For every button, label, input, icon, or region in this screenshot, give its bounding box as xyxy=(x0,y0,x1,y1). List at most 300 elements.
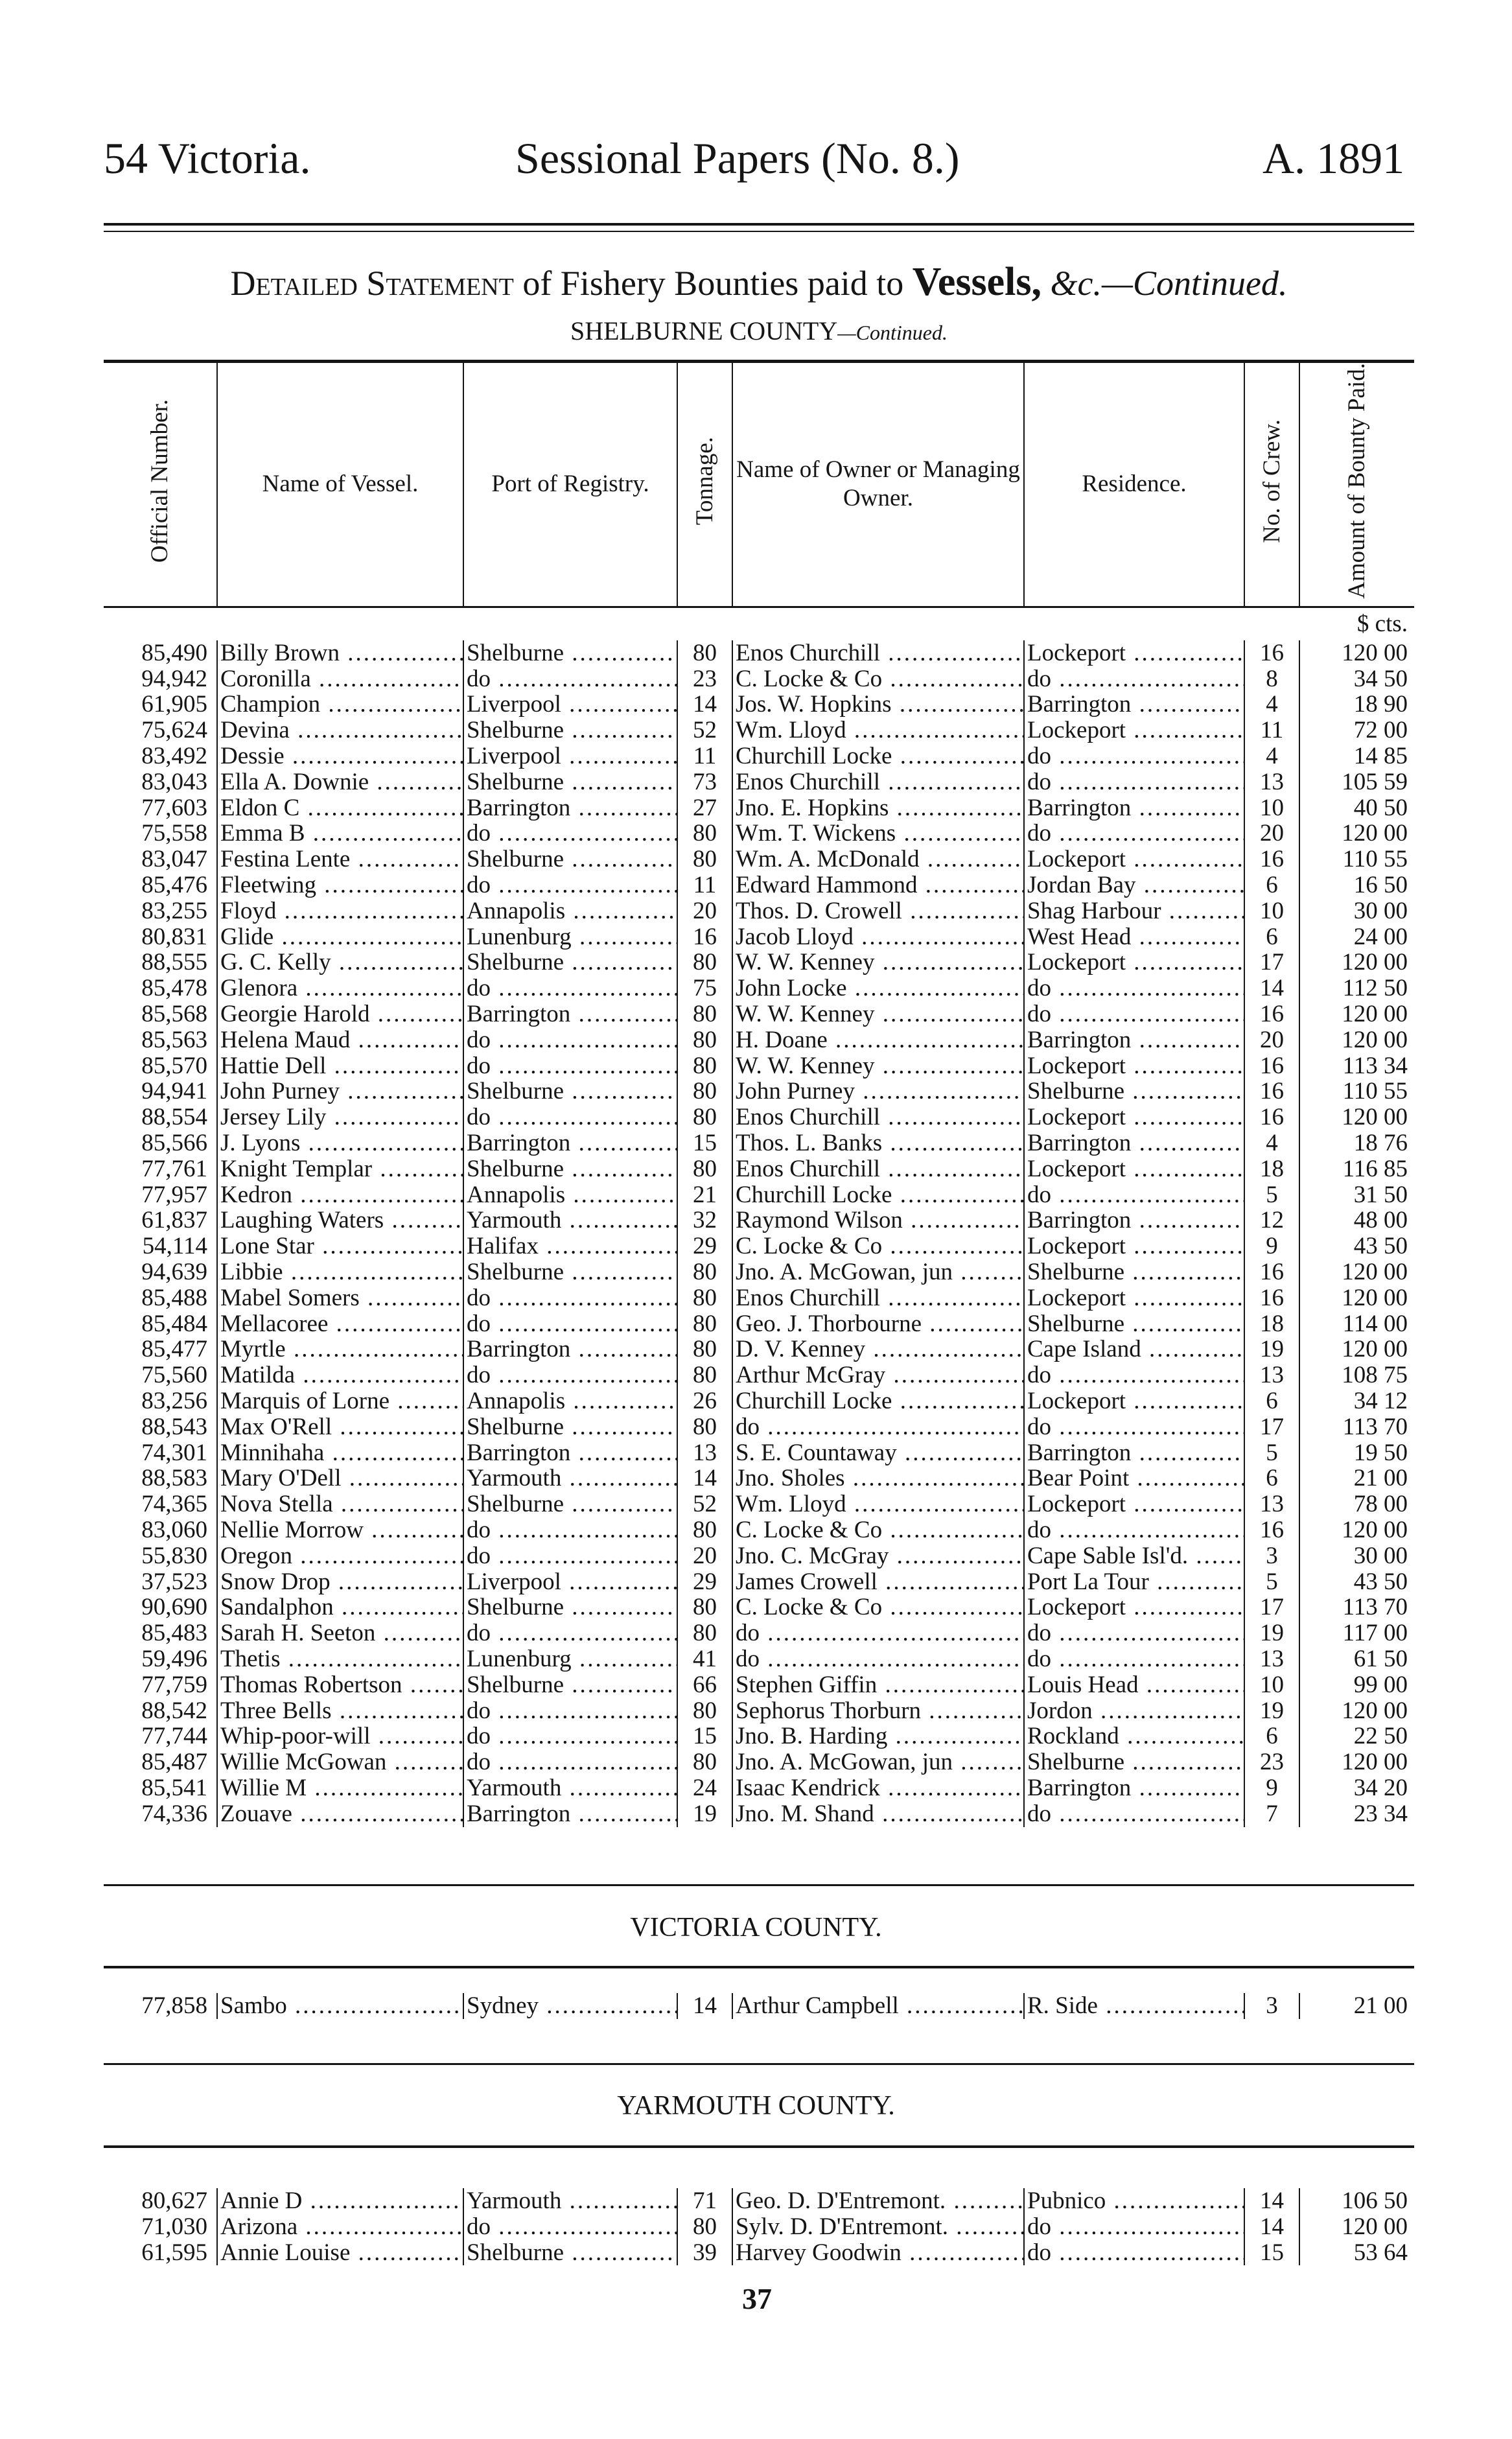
residence: Lockeport ..... xyxy=(1024,950,1244,975)
table-row xyxy=(104,1594,1414,1620)
owner-name: Raymond Wilson ..... xyxy=(732,1208,1024,1233)
official-number: 90,690 xyxy=(141,1594,207,1621)
residence: Lockeport ..... xyxy=(1024,1285,1244,1311)
bounty-amount: 120 00 xyxy=(1299,1698,1414,1724)
table-row xyxy=(104,2214,1414,2240)
owner-name: Geo. D. D'Entremont. ..... xyxy=(732,2188,1024,2214)
crew-count: 10 xyxy=(1244,1672,1299,1698)
residence: Barrington ..... xyxy=(1024,1440,1244,1466)
owner-name: Wm. A. McDonald ..... xyxy=(732,846,1024,872)
tonnage: 80 xyxy=(677,846,732,872)
owner-name: Jno. E. Hopkins ..... xyxy=(732,795,1024,821)
section-rule-yarmouth xyxy=(104,2063,1414,2065)
table-row xyxy=(104,1053,1414,1079)
tonnage: 73 xyxy=(677,769,732,795)
owner-name: Enos Churchill ..... xyxy=(732,1285,1024,1311)
residence: do ..... xyxy=(1024,821,1244,846)
crew-count: 8 xyxy=(1244,666,1299,692)
table-row xyxy=(104,1156,1414,1182)
tonnage: 15 xyxy=(677,1723,732,1749)
vessel-name: Max O'Rell ..... xyxy=(217,1414,463,1440)
port-of-registry: Shelburne ..... xyxy=(463,1672,677,1698)
bounty-amount: 120 00 xyxy=(1299,1285,1414,1311)
table-row xyxy=(104,1775,1414,1801)
col-owner: Name of Owner or Managing Owner. xyxy=(732,363,1024,607)
port-of-registry: do ..... xyxy=(463,1517,677,1543)
owner-name: Jno. C. McGray ..... xyxy=(732,1543,1024,1569)
crew-count: 16 xyxy=(1244,1079,1299,1104)
port-of-registry: Shelburne ..... xyxy=(463,1156,677,1182)
bounty-amount: 112 50 xyxy=(1299,975,1414,1001)
tonnage: 80 xyxy=(677,1620,732,1646)
owner-name: W. W. Kenney ..... xyxy=(732,1001,1024,1027)
owner-name: Churchill Locke ..... xyxy=(732,1182,1024,1208)
tonnage: 32 xyxy=(677,1208,732,1233)
vessel-name: Minnihaha ..... xyxy=(217,1440,463,1466)
official-number: 85,487 xyxy=(141,1749,207,1775)
official-number: 83,043 xyxy=(141,769,207,795)
vessel-name: Nova Stella ..... xyxy=(217,1491,463,1517)
yarmouth-heading: YARMOUTH COUNTY. xyxy=(617,2091,895,2121)
owner-name: Thos. L. Banks ..... xyxy=(732,1130,1024,1156)
tonnage: 66 xyxy=(677,1672,732,1698)
crew-count: 16 xyxy=(1244,1104,1299,1130)
port-of-registry: do ..... xyxy=(463,821,677,846)
bounty-amount: 31 50 xyxy=(1299,1182,1414,1208)
tonnage: 80 xyxy=(677,1336,732,1362)
vessel-name: J. Lyons ..... xyxy=(217,1130,463,1156)
bounty-amount: 14 85 xyxy=(1299,743,1414,769)
victoria-table-rule xyxy=(104,1966,1414,1968)
residence: do ..... xyxy=(1024,1620,1244,1646)
bounty-amount: 106 50 xyxy=(1299,2188,1414,2214)
table-row xyxy=(104,1491,1414,1517)
owner-name: do ..... xyxy=(732,1414,1024,1440)
table-row xyxy=(104,1543,1414,1569)
tonnage: 80 xyxy=(677,1027,732,1053)
table-row xyxy=(104,795,1414,821)
crew-count: 5 xyxy=(1244,1182,1299,1208)
residence: Shelburne ..... xyxy=(1024,1079,1244,1104)
official-number: 59,496 xyxy=(141,1646,207,1672)
port-of-registry: Lunenburg ..... xyxy=(463,1646,677,1672)
vessel-name: Annie D ..... xyxy=(217,2188,463,2214)
crew-count: 4 xyxy=(1244,743,1299,769)
vessel-name: Fleetwing ..... xyxy=(217,872,463,898)
table-row xyxy=(104,1336,1414,1362)
residence: Lockeport ..... xyxy=(1024,1233,1244,1259)
residence: West Head ..... xyxy=(1024,924,1244,950)
tonnage: 80 xyxy=(677,1594,732,1620)
tonnage: 80 xyxy=(677,1414,732,1440)
tonnage: 80 xyxy=(677,2214,732,2240)
tonnage: 80 xyxy=(677,1311,732,1337)
tonnage: 71 xyxy=(677,2188,732,2214)
bounty-amount: 30 00 xyxy=(1299,1543,1414,1569)
col-amount: Amount of Bounty Paid. xyxy=(1299,363,1414,607)
official-number: 77,761 xyxy=(141,1156,207,1182)
port-of-registry: Annapolis ..... xyxy=(463,1388,677,1414)
table-row xyxy=(104,924,1414,950)
port-of-registry: Shelburne ..... xyxy=(463,718,677,743)
bounty-amount: 34 12 xyxy=(1299,1388,1414,1414)
owner-name: H. Doane ..... xyxy=(732,1027,1024,1053)
port-of-registry: do ..... xyxy=(463,872,677,898)
owner-name: Enos Churchill ..... xyxy=(732,769,1024,795)
table-row xyxy=(104,1517,1414,1543)
residence: R. Side ..... xyxy=(1024,1993,1244,2019)
owner-name: Arthur McGray ..... xyxy=(732,1362,1024,1388)
yarmouth-table xyxy=(104,2188,1414,2265)
official-number: 77,957 xyxy=(141,1182,207,1208)
col-port: Port of Registry. xyxy=(463,363,677,607)
table-row xyxy=(104,1182,1414,1208)
residence: do ..... xyxy=(1024,769,1244,795)
table-row xyxy=(104,2240,1414,2266)
tonnage: 80 xyxy=(677,1001,732,1027)
crew-count: 16 xyxy=(1244,1259,1299,1285)
crew-count: 16 xyxy=(1244,1285,1299,1311)
bounty-amount: 34 20 xyxy=(1299,1775,1414,1801)
tonnage: 80 xyxy=(677,821,732,846)
vessel-name: Festina Lente ..... xyxy=(217,846,463,872)
port-of-registry: do ..... xyxy=(463,1362,677,1388)
table-row xyxy=(104,743,1414,769)
official-number: 83,256 xyxy=(141,1388,207,1414)
bounty-amount: 21 00 xyxy=(1299,1993,1414,2019)
residence: Barrington ..... xyxy=(1024,692,1244,718)
residence: Barrington ..... xyxy=(1024,795,1244,821)
running-header-center: Sessional Papers (No. 8.) xyxy=(515,134,960,183)
residence: Jordan Bay ..... xyxy=(1024,872,1244,898)
official-number: 85,488 xyxy=(141,1285,207,1311)
residence: do ..... xyxy=(1024,1362,1244,1388)
official-number: 94,639 xyxy=(141,1259,207,1285)
vessel-name: Whip-poor-will ..... xyxy=(217,1723,463,1749)
official-number: 77,759 xyxy=(141,1672,207,1698)
tonnage: 29 xyxy=(677,1569,732,1595)
port-of-registry: Shelburne ..... xyxy=(463,950,677,975)
vessel-name: Ella A. Downie ..... xyxy=(217,769,463,795)
owner-name: Jno. M. Shand ..... xyxy=(732,1801,1024,1827)
port-of-registry: Shelburne ..... xyxy=(463,640,677,666)
tonnage: 80 xyxy=(677,1362,732,1388)
official-number: 88,554 xyxy=(141,1104,207,1130)
subtitle-county: SHELBURNE COUNTY xyxy=(570,316,838,345)
bounty-amount: 120 00 xyxy=(1299,1259,1414,1285)
residence: do ..... xyxy=(1024,1001,1244,1027)
official-number: 83,060 xyxy=(141,1517,207,1543)
vessel-name: Sambo ..... xyxy=(217,1993,463,2019)
table-row xyxy=(104,666,1414,692)
crew-count: 19 xyxy=(1244,1620,1299,1646)
official-number: 77,858 xyxy=(141,1993,207,2019)
owner-name: Thos. D. Crowell ..... xyxy=(732,898,1024,924)
table-row xyxy=(104,872,1414,898)
residence: Lockeport ..... xyxy=(1024,640,1244,666)
official-number: 74,365 xyxy=(141,1491,207,1517)
col-residence: Residence. xyxy=(1024,363,1244,607)
crew-count: 16 xyxy=(1244,640,1299,666)
official-number: 54,114 xyxy=(142,1233,207,1259)
bounty-amount: 24 00 xyxy=(1299,924,1414,950)
crew-count: 13 xyxy=(1244,769,1299,795)
bounty-amount: 113 34 xyxy=(1299,1053,1414,1079)
owner-name: Jacob Lloyd ..... xyxy=(732,924,1024,950)
residence: Jordon ..... xyxy=(1024,1698,1244,1724)
official-number: 55,830 xyxy=(141,1543,207,1569)
official-number: 74,336 xyxy=(141,1801,207,1827)
bounty-amount: 120 00 xyxy=(1299,950,1414,975)
owner-name: W. W. Kenney ..... xyxy=(732,950,1024,975)
bounty-amount: 19 50 xyxy=(1299,1440,1414,1466)
residence: Louis Head ..... xyxy=(1024,1672,1244,1698)
tonnage: 80 xyxy=(677,1053,732,1079)
port-of-registry: Shelburne ..... xyxy=(463,846,677,872)
vessel-name: Coronilla ..... xyxy=(217,666,463,692)
residence: do ..... xyxy=(1024,1517,1244,1543)
tonnage: 14 xyxy=(677,1465,732,1491)
port-of-registry: Barrington ..... xyxy=(463,1440,677,1466)
vessel-name: Mabel Somers ..... xyxy=(217,1285,463,1311)
bounty-amount: 105 59 xyxy=(1299,769,1414,795)
vessel-name: Sandalphon ..... xyxy=(217,1594,463,1620)
owner-name: Wm. T. Wickens ..... xyxy=(732,821,1024,846)
vessel-name: Helena Maud ..... xyxy=(217,1027,463,1053)
residence: Rockland ..... xyxy=(1024,1723,1244,1749)
tonnage: 52 xyxy=(677,718,732,743)
tonnage: 52 xyxy=(677,1491,732,1517)
vessel-name: Libbie ..... xyxy=(217,1259,463,1285)
bounty-amount: 40 50 xyxy=(1299,795,1414,821)
table-row xyxy=(104,1311,1414,1337)
bounty-amount: 22 50 xyxy=(1299,1723,1414,1749)
tonnage: 11 xyxy=(677,872,732,898)
tonnage: 80 xyxy=(677,950,732,975)
bounty-amount: 78 00 xyxy=(1299,1491,1414,1517)
victoria-table xyxy=(104,1993,1414,2019)
bounty-amount: 43 50 xyxy=(1299,1233,1414,1259)
port-of-registry: Shelburne ..... xyxy=(463,1491,677,1517)
bounty-amount: 18 76 xyxy=(1299,1130,1414,1156)
owner-name: do ..... xyxy=(732,1646,1024,1672)
table-row xyxy=(104,1362,1414,1388)
port-of-registry: do ..... xyxy=(463,1285,677,1311)
bounty-amount: 34 50 xyxy=(1299,666,1414,692)
port-of-registry: Liverpool ..... xyxy=(463,692,677,718)
official-number: 85,541 xyxy=(141,1775,207,1801)
vessel-name: Emma B ..... xyxy=(217,821,463,846)
crew-count: 19 xyxy=(1244,1336,1299,1362)
crew-count: 11 xyxy=(1244,718,1299,743)
official-number: 88,542 xyxy=(141,1698,207,1724)
residence: Lockeport ..... xyxy=(1024,718,1244,743)
port-of-registry: Shelburne ..... xyxy=(463,1079,677,1104)
vessel-name: Sarah H. Seeton ..... xyxy=(217,1620,463,1646)
owner-name: C. Locke & Co ..... xyxy=(732,1233,1024,1259)
port-of-registry: do ..... xyxy=(463,1053,677,1079)
owner-name: Jno. A. McGowan, jun ..... xyxy=(732,1749,1024,1775)
tonnage: 21 xyxy=(677,1182,732,1208)
port-of-registry: do ..... xyxy=(463,975,677,1001)
port-of-registry: Halifax ..... xyxy=(463,1233,677,1259)
port-of-registry: Sydney ..... xyxy=(463,1993,677,2019)
tonnage: 80 xyxy=(677,1517,732,1543)
residence: Lockeport ..... xyxy=(1024,846,1244,872)
owner-name: Enos Churchill ..... xyxy=(732,1104,1024,1130)
tonnage: 11 xyxy=(677,743,732,769)
vessel-name: G. C. Kelly ..... xyxy=(217,950,463,975)
residence: Lockeport ..... xyxy=(1024,1156,1244,1182)
title-bold: Vessels, xyxy=(912,260,1042,304)
tonnage: 80 xyxy=(677,1698,732,1724)
owner-name: Jos. W. Hopkins ..... xyxy=(732,692,1024,718)
residence: Shag Harbour ..... xyxy=(1024,898,1244,924)
bounty-amount: 48 00 xyxy=(1299,1208,1414,1233)
owner-name: Sylv. D. D'Entremont. ..... xyxy=(732,2214,1024,2240)
crew-count: 6 xyxy=(1244,1465,1299,1491)
tonnage: 27 xyxy=(677,795,732,821)
owner-name: John Purney ..... xyxy=(732,1079,1024,1104)
vessel-name: Dessie ..... xyxy=(217,743,463,769)
crew-count: 14 xyxy=(1244,2188,1299,2214)
crew-count: 16 xyxy=(1244,1053,1299,1079)
owner-name: C. Locke & Co ..... xyxy=(732,1517,1024,1543)
vessel-name: Willie McGowan ..... xyxy=(217,1749,463,1775)
crew-count: 10 xyxy=(1244,898,1299,924)
port-of-registry: Liverpool ..... xyxy=(463,1569,677,1595)
owner-name: Sephorus Thorburn ..... xyxy=(732,1698,1024,1724)
tonnage: 80 xyxy=(677,640,732,666)
bounty-amount: 43 50 xyxy=(1299,1569,1414,1595)
vessel-name: Marquis of Lorne ..... xyxy=(217,1388,463,1414)
table-row xyxy=(104,1569,1414,1595)
port-of-registry: do ..... xyxy=(463,2214,677,2240)
bounty-amount: 120 00 xyxy=(1299,2214,1414,2240)
port-of-registry: Shelburne ..... xyxy=(463,2240,677,2266)
crew-count: 17 xyxy=(1244,950,1299,975)
tonnage: 41 xyxy=(677,1646,732,1672)
crew-count: 19 xyxy=(1244,1698,1299,1724)
port-of-registry: do ..... xyxy=(463,1620,677,1646)
official-number: 85,477 xyxy=(141,1336,207,1363)
tonnage: 80 xyxy=(677,1749,732,1775)
tonnage: 19 xyxy=(677,1801,732,1827)
port-of-registry: Yarmouth ..... xyxy=(463,1465,677,1491)
owner-name: Jno. B. Harding ..... xyxy=(732,1723,1024,1749)
port-of-registry: Annapolis ..... xyxy=(463,898,677,924)
tonnage: 14 xyxy=(677,1993,732,2019)
port-of-registry: Shelburne ..... xyxy=(463,1594,677,1620)
crew-count: 17 xyxy=(1244,1414,1299,1440)
owner-name: John Locke ..... xyxy=(732,975,1024,1001)
tonnage: 24 xyxy=(677,1775,732,1801)
official-number: 61,837 xyxy=(141,1208,207,1234)
owner-name: Isaac Kendrick ..... xyxy=(732,1775,1024,1801)
bounty-amount: 120 00 xyxy=(1299,1517,1414,1543)
tonnage: 13 xyxy=(677,1440,732,1466)
owner-name: Churchill Locke ..... xyxy=(732,743,1024,769)
port-of-registry: do ..... xyxy=(463,1027,677,1053)
page-number: 37 xyxy=(742,2282,772,2315)
official-number: 83,047 xyxy=(141,846,207,873)
residence: Shelburne ..... xyxy=(1024,1259,1244,1285)
crew-count: 18 xyxy=(1244,1156,1299,1182)
tonnage: 80 xyxy=(677,1285,732,1311)
bounty-amount: 120 00 xyxy=(1299,1104,1414,1130)
crew-count: 6 xyxy=(1244,1388,1299,1414)
bounty-amount: 61 50 xyxy=(1299,1646,1414,1672)
port-of-registry: Annapolis ..... xyxy=(463,1182,677,1208)
official-number: 88,583 xyxy=(141,1465,207,1492)
port-of-registry: do ..... xyxy=(463,1104,677,1130)
bounty-amount: 120 00 xyxy=(1299,821,1414,846)
tonnage: 15 xyxy=(677,1130,732,1156)
table-row xyxy=(104,1749,1414,1775)
tonnage: 26 xyxy=(677,1388,732,1414)
bounty-amount: 21 00 xyxy=(1299,1465,1414,1491)
residence: Cape Sable Isl'd. ..... xyxy=(1024,1543,1244,1569)
yarmouth-table-rule xyxy=(104,2145,1414,2148)
table-row xyxy=(104,2188,1414,2214)
vessel-name: Glide ..... xyxy=(217,924,463,950)
units-label: $ cts. xyxy=(1356,610,1408,637)
units-row xyxy=(104,607,1414,640)
crew-count: 18 xyxy=(1244,1311,1299,1337)
table-row xyxy=(104,898,1414,924)
bounty-amount: 120 00 xyxy=(1299,1749,1414,1775)
shelburne-table xyxy=(104,363,1414,1827)
owner-name: James Crowell ..... xyxy=(732,1569,1024,1595)
crew-count: 3 xyxy=(1244,1993,1299,2019)
official-number: 80,627 xyxy=(141,2188,207,2214)
crew-count: 23 xyxy=(1244,1749,1299,1775)
vessel-name: Champion ..... xyxy=(217,692,463,718)
official-number: 85,478 xyxy=(141,975,207,1001)
owner-name: Jno. A. McGowan, jun ..... xyxy=(732,1259,1024,1285)
vessel-name: Three Bells ..... xyxy=(217,1698,463,1724)
residence: do ..... xyxy=(1024,2240,1244,2266)
table-row xyxy=(104,1440,1414,1466)
crew-count: 15 xyxy=(1244,2240,1299,2266)
crew-count: 3 xyxy=(1244,1543,1299,1569)
bounty-amount: 30 00 xyxy=(1299,898,1414,924)
crew-count: 5 xyxy=(1244,1569,1299,1595)
col-tonnage: Tonnage. xyxy=(677,363,732,607)
residence: Pubnico ..... xyxy=(1024,2188,1244,2214)
title-suffix: &c.—Continued. xyxy=(1050,264,1288,303)
tonnage: 16 xyxy=(677,924,732,950)
port-of-registry: do ..... xyxy=(463,1723,677,1749)
table-row xyxy=(104,1646,1414,1672)
tonnage: 23 xyxy=(677,666,732,692)
residence: do ..... xyxy=(1024,1414,1244,1440)
port-of-registry: Liverpool ..... xyxy=(463,743,677,769)
owner-name: Wm. Lloyd ..... xyxy=(732,1491,1024,1517)
vessel-name: Lone Star ..... xyxy=(217,1233,463,1259)
bounty-amount: 23 34 xyxy=(1299,1801,1414,1827)
residence: Barrington ..... xyxy=(1024,1208,1244,1233)
tonnage: 20 xyxy=(677,898,732,924)
vessel-name: Devina ..... xyxy=(217,718,463,743)
official-number: 85,568 xyxy=(141,1001,207,1027)
owner-name: do ..... xyxy=(732,1620,1024,1646)
crew-count: 14 xyxy=(1244,975,1299,1001)
official-number: 77,603 xyxy=(141,795,207,821)
crew-count: 9 xyxy=(1244,1775,1299,1801)
title-prefix: Detailed Statement xyxy=(230,264,514,303)
residence: do ..... xyxy=(1024,2214,1244,2240)
